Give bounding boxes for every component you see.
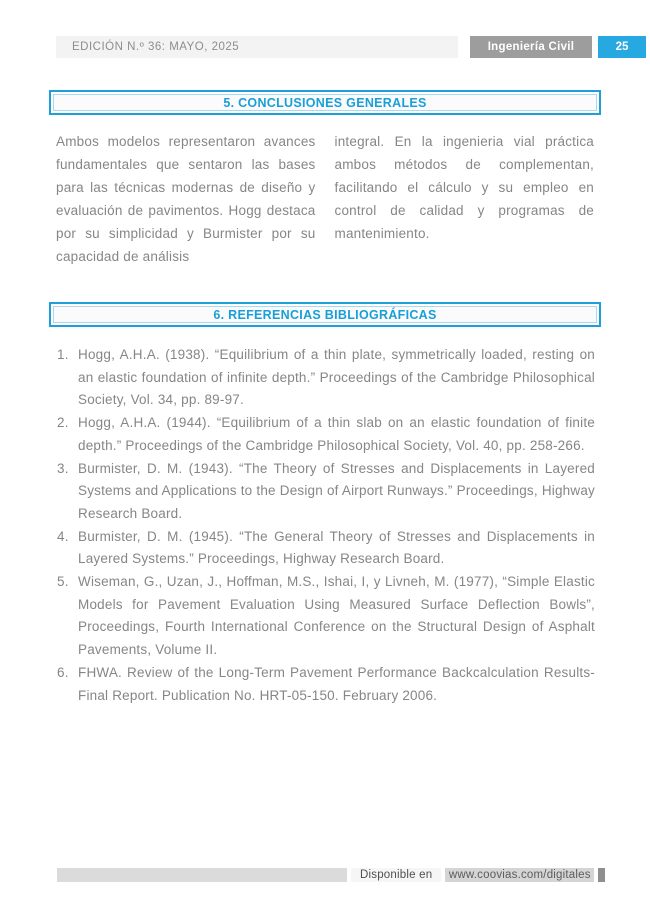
page-footer xyxy=(57,868,605,882)
reference-number: 3. xyxy=(57,460,69,476)
conclusions-paragraph xyxy=(56,130,594,268)
section-title-references xyxy=(49,302,601,327)
reference-item xyxy=(57,662,595,707)
references-title-text: 6. REFERENCIAS BIBLIOGRÁFICAS xyxy=(213,307,437,322)
category-badge-label: Ingeniería Civil xyxy=(487,41,575,53)
reference-text: Burmister, D. M. (1943). “The Theory of Stresses and Displacements in Layered Systems and Applications to the Design of Airport Runways.” Proceedings, Highway Research Board. xyxy=(78,460,595,521)
footer-website-url: www.coovias.com/digitales xyxy=(448,869,591,881)
section-title-conclusions xyxy=(49,90,601,115)
page-header xyxy=(56,36,646,58)
footer-website-box xyxy=(445,868,594,882)
reference-item xyxy=(57,412,595,457)
footer-available-text: Disponible en xyxy=(360,869,433,881)
footer-divider-bar xyxy=(57,868,347,882)
reference-number: 2. xyxy=(57,415,69,431)
reference-number: 4. xyxy=(57,528,69,544)
reference-text: Burmister, D. M. (1945). “The General Theory of Stresses and Displacements in Layered Systems.” Proceedings, Highway Research Board. xyxy=(78,528,595,567)
page-number: 25 xyxy=(615,41,629,53)
references-list xyxy=(57,344,595,707)
footer-available-label xyxy=(351,868,441,882)
reference-text: Wiseman, G., Uzan, J., Hoffman, M.S., Ishai, I, y Livneh, M. (1977), “Simple Elastic Models for Pavement Evaluation Using Measured Surface Deflection Bowls”, Proceedings, Fourth International Conference on the Structural Design of Asphalt Pavements, Volume II. xyxy=(78,574,595,658)
edition-label: EDICIÓN N.º 36: MAYO, 2025 xyxy=(72,41,240,53)
page-number-badge xyxy=(598,36,646,58)
reference-item xyxy=(57,344,595,412)
conclusions-column-left: Ambos modelos representaron avances fundamentales que sentaron las bases para las técnicas modernas de diseño y evaluación de pavimentos. Hogg destaca por su simplicidad y Burmister por su capacidad de análisis xyxy=(56,134,316,264)
reference-number: 1. xyxy=(57,347,69,362)
reference-text: Hogg, A.H.A. (1938). “Equilibrium of a thin plate, symmetrically loaded, resting on an elastic foundation of infinite depth.” Proceedings of the Cambridge Philosophical Society, Vol. 34, pp. 89-97. xyxy=(78,347,595,408)
reference-text: Hogg, A.H.A. (1944). “Equilibrium of a thin slab on an elastic foundation of finite depth.” Proceedings of the Cambridge Philosophical Society, Vol. 40, pp. 258-266. xyxy=(78,415,595,453)
reference-item xyxy=(57,526,595,571)
edition-bar xyxy=(56,36,458,58)
conclusions-title-text: 5. CONCLUSIONES GENERALES xyxy=(223,95,427,110)
footer-end-square xyxy=(598,868,605,882)
category-badge xyxy=(470,36,592,58)
reference-number: 5. xyxy=(57,574,69,590)
reference-item xyxy=(57,458,595,526)
reference-text: FHWA. Review of the Long-Term Pavement Performance Backcalculation Results-Final Report. Publication No. HRT-05-150. February 2006. xyxy=(78,664,595,703)
reference-item xyxy=(57,571,595,662)
conclusions-column-right: integral. En la ingenieria vial práctica ambos métodos de complementan, facilitando el cálculo y su empleo en control de calidad y programas de mantenimiento. xyxy=(334,134,594,241)
reference-number: 6. xyxy=(57,664,69,680)
